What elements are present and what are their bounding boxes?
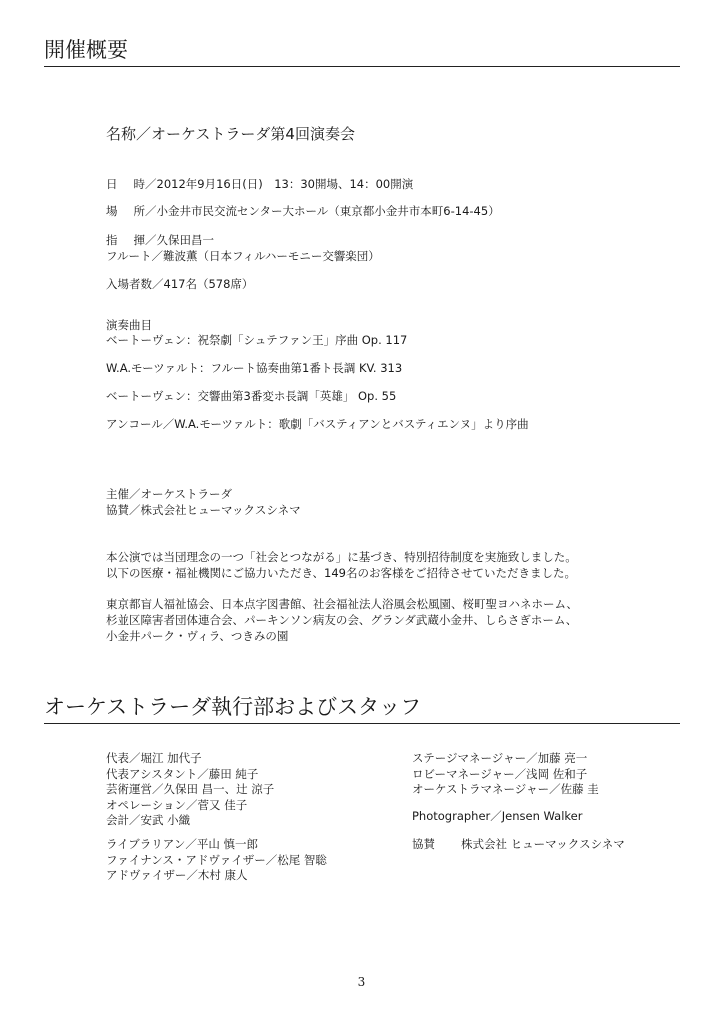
date-label-b: 時 bbox=[133, 177, 145, 191]
venue-label-a: 場 bbox=[106, 204, 118, 218]
staff-member: ステージマネージャー／加藤 亮一 bbox=[412, 751, 588, 765]
staff-sponsor-line bbox=[412, 836, 625, 852]
program-item-encore: アンコール／W.A.モーツァルト：歌劇「バスティアンとバスティエンヌ」より序曲 bbox=[106, 417, 529, 431]
date-value: ／2012年9月16日(日) 13：30開場、14：00開演 bbox=[145, 177, 414, 191]
concert-name: 名称／オーケストラーダ第4回演奏会 bbox=[106, 125, 355, 143]
program-item: ベートーヴェン：交響曲第3番変ホ長調「英雄」 Op. 55 bbox=[106, 389, 397, 403]
institution-list-line: 東京都盲人福祉協会、日本点字図書館、社会福祉法人浴風会松風園、桜町聖ヨハネホーム、 bbox=[106, 597, 578, 611]
date-label-a: 日 bbox=[106, 177, 118, 191]
staff-sponsor-label: 協賛 bbox=[412, 837, 435, 851]
staff-member: アドヴァイザー／木村 康人 bbox=[106, 868, 248, 882]
staff-member: 会計／安武 小織 bbox=[106, 813, 191, 827]
staff-member: オペレーション／菅又 佳子 bbox=[106, 798, 248, 812]
staff-member: ロビーマネージャー／浅岡 佐和子 bbox=[412, 767, 588, 781]
invitation-text: 本公演では当団理念の一つ「社会とつながる」に基づき、特別招待制度を実施致しました。 bbox=[106, 550, 577, 564]
venue-label-b: 所 bbox=[133, 204, 145, 218]
flute-line: フルート／難波薫（日本フィルハーモニー交響楽団） bbox=[106, 249, 380, 263]
program-item: W.A.モーツァルト：フルート協奏曲第1番ト長調 KV. 313 bbox=[106, 361, 403, 375]
attendance-line: 入場者数／417名（578席） bbox=[106, 277, 254, 291]
organizer-line: 主催／オーケストラーダ bbox=[106, 487, 233, 501]
invitation-text: 以下の医療・福祉機関にご協力いただき、149名のお客様をご招待させていただきました。 bbox=[106, 566, 576, 580]
section-heading-staff: オーケストラーダ執行部およびスタッフ bbox=[44, 695, 680, 724]
section-heading-overview: 開催概要 bbox=[44, 38, 680, 67]
staff-member: オーケストラマネージャー／佐藤 圭 bbox=[412, 782, 599, 796]
institution-list-line: 杉並区障害者団体連合会、パーキンソン病友の会、グランダ武蔵小金井、しらさぎホーム、 bbox=[106, 613, 578, 627]
conductor-label-a: 指 bbox=[106, 233, 118, 247]
photographer-credit: Photographer／Jensen Walker bbox=[412, 809, 583, 823]
program-title: 演奏曲目 bbox=[106, 318, 152, 332]
venue-line bbox=[106, 203, 500, 219]
staff-member: ファイナンス・アドヴァイザー／松尾 智聡 bbox=[106, 853, 327, 867]
program-item: ベートーヴェン：祝祭劇「シュテファン王」序曲 Op. 117 bbox=[106, 333, 408, 347]
page-number: 3 bbox=[357, 975, 366, 989]
sponsor-line: 協賛／株式会社ヒューマックスシネマ bbox=[106, 503, 301, 517]
venue-value: ／小金井市民交流センター大ホール（東京都小金井市本町6-14-45） bbox=[145, 204, 500, 218]
staff-member: 代表／堀江 加代子 bbox=[106, 751, 202, 765]
staff-member: 芸術運営／久保田 昌一、辻 涼子 bbox=[106, 782, 275, 796]
date-line bbox=[106, 176, 413, 192]
staff-member: 代表アシスタント／藤田 純子 bbox=[106, 767, 259, 781]
conductor-label-b: 揮 bbox=[133, 233, 145, 247]
conductor-value: ／久保田昌一 bbox=[145, 233, 214, 247]
conductor-line bbox=[106, 232, 214, 248]
staff-member: ライブラリアン／平山 慎一郎 bbox=[106, 837, 259, 851]
staff-sponsor-value: 株式会社 ヒューマックスシネマ bbox=[461, 837, 625, 851]
institution-list-line: 小金井パーク・ヴィラ、つきみの園 bbox=[106, 629, 289, 643]
